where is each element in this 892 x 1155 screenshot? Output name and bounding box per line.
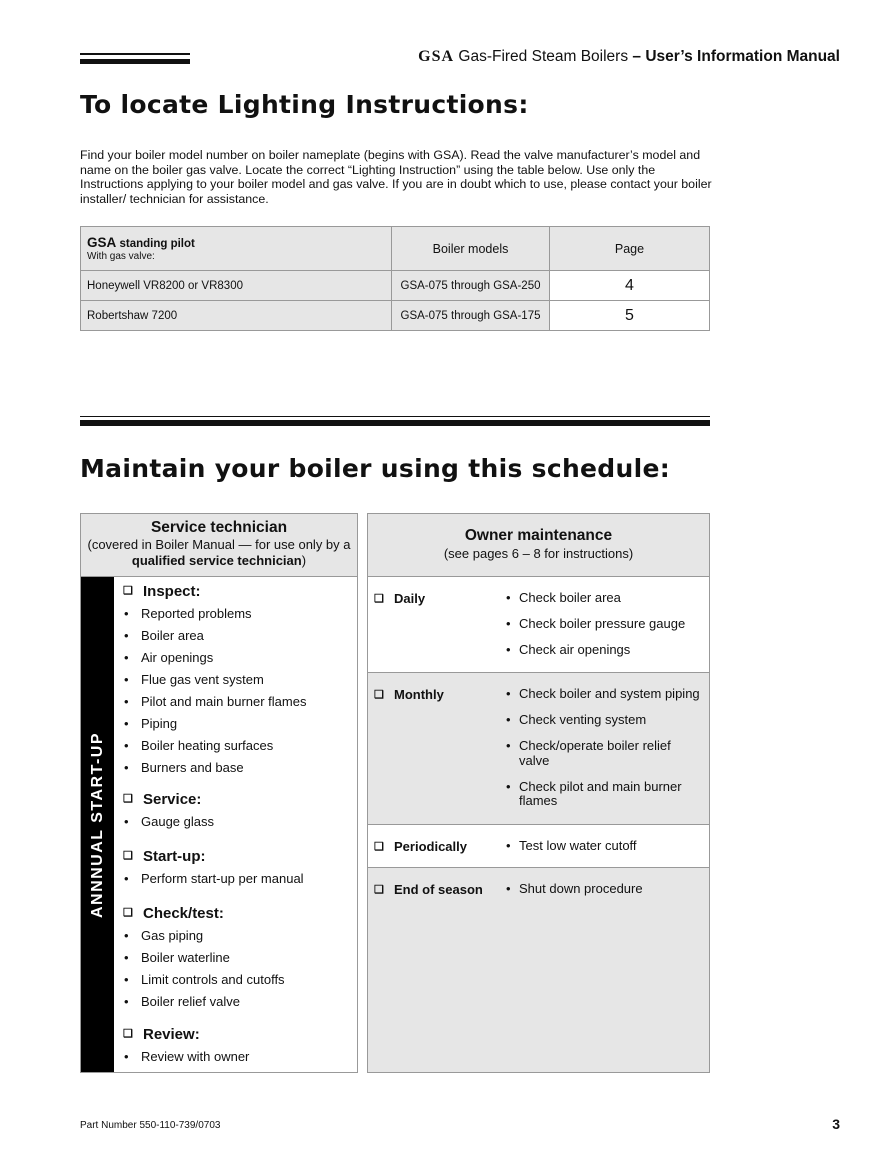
header-boiler-models: Boiler models bbox=[392, 227, 550, 271]
checkbox-icon: ❏ bbox=[123, 585, 133, 597]
lighting-table bbox=[80, 226, 710, 331]
service-technician-title: Service technician bbox=[150, 519, 288, 536]
owner-row-end-of-season bbox=[368, 868, 709, 1072]
row-label: End of season bbox=[394, 882, 483, 897]
header-separator: – bbox=[632, 48, 642, 65]
header-rule-bottom bbox=[80, 59, 190, 64]
lighting-intro: Find your boiler model number on boiler nameplate (begins with GSA). Read the valve manufacturer’s model and name on the boiler gas valve. Locate the correct “Lighting Instruction” using the table below. Use only the Instructions applying to your boiler model and gas valve. If you are in doubt which to use, please contact your boiler installer/ technician for assistance. bbox=[80, 148, 712, 206]
section-rule-thin bbox=[80, 416, 710, 417]
row-valve: Robertshaw 7200 bbox=[81, 301, 392, 331]
lighting-table-header bbox=[81, 227, 710, 271]
header-page: Page bbox=[550, 227, 710, 271]
list-item: • Boiler heating surfaces bbox=[123, 735, 306, 757]
section-label: Review: bbox=[143, 1026, 200, 1043]
service-subtitle-qualified: qualified service technician bbox=[131, 553, 302, 568]
footer-page-number: 3 bbox=[832, 1116, 840, 1132]
header-valve-cell bbox=[81, 227, 392, 271]
section-label: Check/test: bbox=[143, 905, 224, 922]
footer-part-number: Part Number 550-110-739/0703 bbox=[80, 1120, 221, 1131]
header-manual: User’s Information Manual bbox=[645, 48, 840, 65]
section-label: Inspect: bbox=[143, 583, 201, 600]
list-item: • Piping bbox=[123, 713, 306, 735]
checkbox-icon: ❏ bbox=[123, 793, 133, 805]
section-label: Start-up: bbox=[143, 848, 206, 865]
service-section-inspect bbox=[123, 580, 306, 779]
annual-startup-label: ANNNUAL START-UP bbox=[88, 731, 106, 918]
owner-maintenance-title: Owner maintenance bbox=[464, 527, 613, 544]
service-section-review bbox=[123, 1023, 249, 1068]
list-item: • Check/operate boiler relief valve bbox=[506, 739, 699, 768]
service-subtitle-close: ) bbox=[301, 553, 307, 568]
list-item: • Reported problems bbox=[123, 603, 306, 625]
list-item: • Check venting system bbox=[506, 713, 706, 728]
list-item: • Check boiler area bbox=[506, 591, 706, 606]
running-header bbox=[364, 48, 840, 66]
service-section-startup bbox=[123, 845, 304, 890]
list-item: • Burners and base bbox=[123, 757, 306, 779]
owner-maintenance-subtitle: (see pages 6 – 8 for instructions) bbox=[443, 546, 634, 561]
owner-row-periodically bbox=[368, 825, 709, 868]
list-item: • Boiler waterline bbox=[123, 947, 285, 969]
checkbox-icon: ❏ bbox=[123, 907, 133, 919]
list-item: • Review with owner bbox=[123, 1046, 249, 1068]
lighting-title: To locate Lighting Instructions: bbox=[80, 90, 529, 119]
checkbox-icon: ❏ bbox=[123, 1028, 133, 1040]
row-label: Periodically bbox=[394, 839, 467, 854]
header-product: Gas-Fired Steam Boilers bbox=[458, 48, 629, 65]
row-label: Daily bbox=[394, 591, 426, 606]
row-models: GSA-075 through GSA-175 bbox=[392, 301, 550, 331]
list-item: • Shut down procedure bbox=[506, 882, 706, 897]
row-page: 4 bbox=[550, 271, 710, 301]
list-item: • Air openings bbox=[123, 647, 306, 669]
table-row bbox=[81, 301, 710, 331]
service-section-checktest bbox=[123, 902, 285, 1013]
list-item: • Check boiler pressure gauge bbox=[506, 617, 706, 632]
header-with-gas-valve: With gas valve: bbox=[87, 251, 155, 262]
owner-row-monthly bbox=[368, 673, 709, 825]
list-item: • Pilot and main burner flames bbox=[123, 691, 306, 713]
list-item: • Check pilot and main burner flames bbox=[506, 780, 699, 809]
owner-maintenance-panel bbox=[367, 513, 710, 1073]
list-item: • Boiler area bbox=[123, 625, 306, 647]
row-valve: Honeywell VR8200 or VR8300 bbox=[81, 271, 392, 301]
service-technician-header bbox=[81, 514, 357, 577]
service-technician-panel bbox=[80, 513, 358, 1073]
list-item: • Check air openings bbox=[506, 643, 706, 658]
owner-maintenance-header bbox=[368, 514, 709, 577]
table-row bbox=[81, 271, 710, 301]
list-item: • Check boiler and system piping bbox=[506, 687, 706, 702]
header-rule-top bbox=[80, 53, 190, 55]
row-label: Monthly bbox=[394, 687, 444, 702]
list-item: • Flue gas vent system bbox=[123, 669, 306, 691]
checkbox-icon: ❏ bbox=[374, 841, 384, 853]
schedule-title: Maintain your boiler using this schedule: bbox=[80, 454, 671, 483]
checkbox-icon: ❏ bbox=[374, 884, 384, 896]
header-standing-pilot: standing pilot bbox=[119, 238, 195, 250]
list-item: • Gas piping bbox=[123, 925, 285, 947]
owner-row-daily bbox=[368, 577, 709, 673]
gsa-logo: GSA bbox=[418, 48, 455, 65]
checkbox-icon: ❏ bbox=[123, 850, 133, 862]
service-section-service bbox=[123, 788, 214, 833]
service-subtitle-line1: (covered in Boiler Manual — for use only by a bbox=[87, 537, 351, 552]
section-label: Service: bbox=[143, 791, 202, 808]
checkbox-icon: ❏ bbox=[374, 593, 384, 605]
header-gsa: GSA bbox=[87, 235, 117, 250]
annual-startup-sidebar bbox=[81, 577, 114, 1072]
list-item: • Boiler relief valve bbox=[123, 991, 285, 1013]
service-technician-subtitle bbox=[81, 537, 357, 569]
list-item: • Limit controls and cutoffs bbox=[123, 969, 285, 991]
list-item: • Gauge glass bbox=[123, 811, 214, 833]
row-page: 5 bbox=[550, 301, 710, 331]
row-models: GSA-075 through GSA-250 bbox=[392, 271, 550, 301]
list-item: • Perform start-up per manual bbox=[123, 868, 304, 890]
checkbox-icon: ❏ bbox=[374, 689, 384, 701]
section-rule-thick bbox=[80, 420, 710, 426]
list-item: • Test low water cutoff bbox=[506, 839, 706, 854]
